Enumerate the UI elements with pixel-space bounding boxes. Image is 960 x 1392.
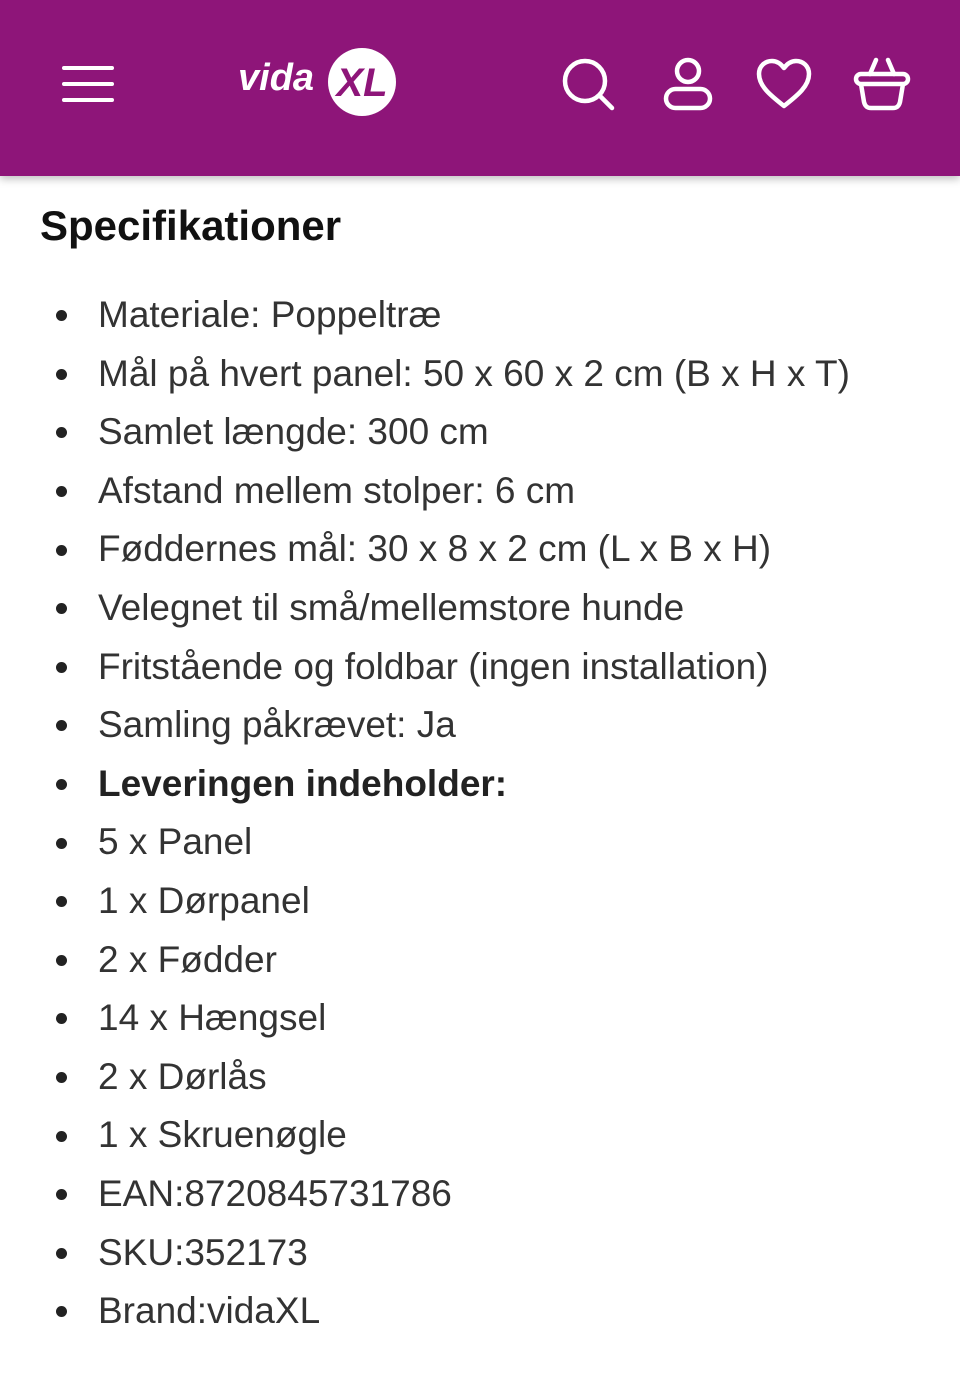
bullet-icon [56, 427, 67, 438]
spec-item-text: Mål på hvert panel: 50 x 60 x 2 cm (B x H x T) [98, 352, 850, 394]
bullet-icon [56, 310, 67, 321]
spec-list-item [0, 1165, 960, 1224]
top-navigation-bar [0, 0, 960, 176]
account-button[interactable] [662, 56, 714, 112]
spec-item-text: Afstand mellem stolper: 6 cm [98, 469, 576, 511]
spec-list-item [0, 579, 960, 638]
spec-list-item [0, 755, 960, 814]
logo-xl-text: XL [336, 61, 388, 105]
bullet-icon [56, 1013, 67, 1024]
logo-vida-text: vida [238, 57, 315, 99]
spec-list-item [0, 813, 960, 872]
menu-button[interactable] [62, 62, 114, 106]
vidaxl-logo[interactable] [236, 44, 402, 120]
spec-list-item [0, 638, 960, 697]
bullet-icon [56, 1131, 67, 1142]
spec-item-text: Brand:vidaXL [98, 1290, 321, 1332]
spec-list-item [0, 462, 960, 521]
spec-list-item [0, 1106, 960, 1165]
bullet-icon [56, 603, 67, 614]
spec-list-item [0, 872, 960, 931]
spec-list-item [0, 989, 960, 1048]
bullet-icon [56, 1072, 67, 1083]
specifications-title: Specifikationer [40, 202, 342, 249]
spec-list-item [0, 286, 960, 345]
account-icon [662, 56, 714, 112]
vidaxl-logo-mark [236, 44, 402, 120]
bullet-icon [56, 1248, 67, 1259]
bullet-icon [56, 486, 67, 497]
spec-item-text: SKU:352173 [98, 1231, 308, 1273]
menu-icon [62, 62, 114, 106]
spec-list-item [0, 520, 960, 579]
spec-item-text: Samlet længde: 300 cm [98, 411, 489, 453]
cart-button[interactable] [852, 56, 912, 112]
spec-item-text: 1 x Skruenøgle [98, 1114, 347, 1156]
cart-icon [852, 56, 912, 112]
spec-item-text: Velegnet til små/mellemstore hunde [98, 586, 685, 628]
spec-list-item [0, 931, 960, 990]
bullet-icon [56, 896, 67, 907]
bullet-icon [56, 779, 67, 790]
bullet-icon [56, 1306, 67, 1317]
spec-item-text: Føddernes mål: 30 x 8 x 2 cm (L x B x H) [98, 528, 772, 570]
spec-list-item [0, 1282, 960, 1341]
spec-list-item [0, 1048, 960, 1107]
spec-item-text: 14 x Hængsel [98, 997, 327, 1039]
search-button[interactable] [560, 56, 616, 112]
spec-item-text: Leveringen indeholder: [98, 762, 508, 804]
spec-item-text: EAN:8720845731786 [98, 1172, 452, 1214]
spec-list-item [0, 1224, 960, 1283]
bullet-icon [56, 545, 67, 556]
spec-item-text: 2 x Fødder [98, 938, 277, 980]
bullet-icon [56, 838, 67, 849]
bullet-icon [56, 369, 67, 380]
spec-item-text: Materiale: Poppeltræ [98, 294, 442, 335]
search-icon [560, 56, 616, 112]
spec-item-text: 2 x Dørlås [98, 1055, 267, 1097]
spec-item-text: 1 x Dørpanel [98, 879, 310, 921]
specifications-list [0, 286, 960, 1341]
spec-item-text: 5 x Panel [98, 821, 253, 863]
spec-list-item [0, 345, 960, 404]
spec-item-text: Samling påkrævet: Ja [98, 704, 456, 746]
bullet-icon [56, 955, 67, 966]
heart-icon [756, 58, 812, 110]
wishlist-button[interactable] [756, 58, 812, 110]
bullet-icon [56, 720, 67, 731]
bullet-icon [56, 1189, 67, 1200]
bullet-icon [56, 662, 67, 673]
spec-item-text: Fritstående og foldbar (ingen installation) [98, 645, 769, 687]
spec-list-item [0, 696, 960, 755]
spec-list-item [0, 403, 960, 462]
